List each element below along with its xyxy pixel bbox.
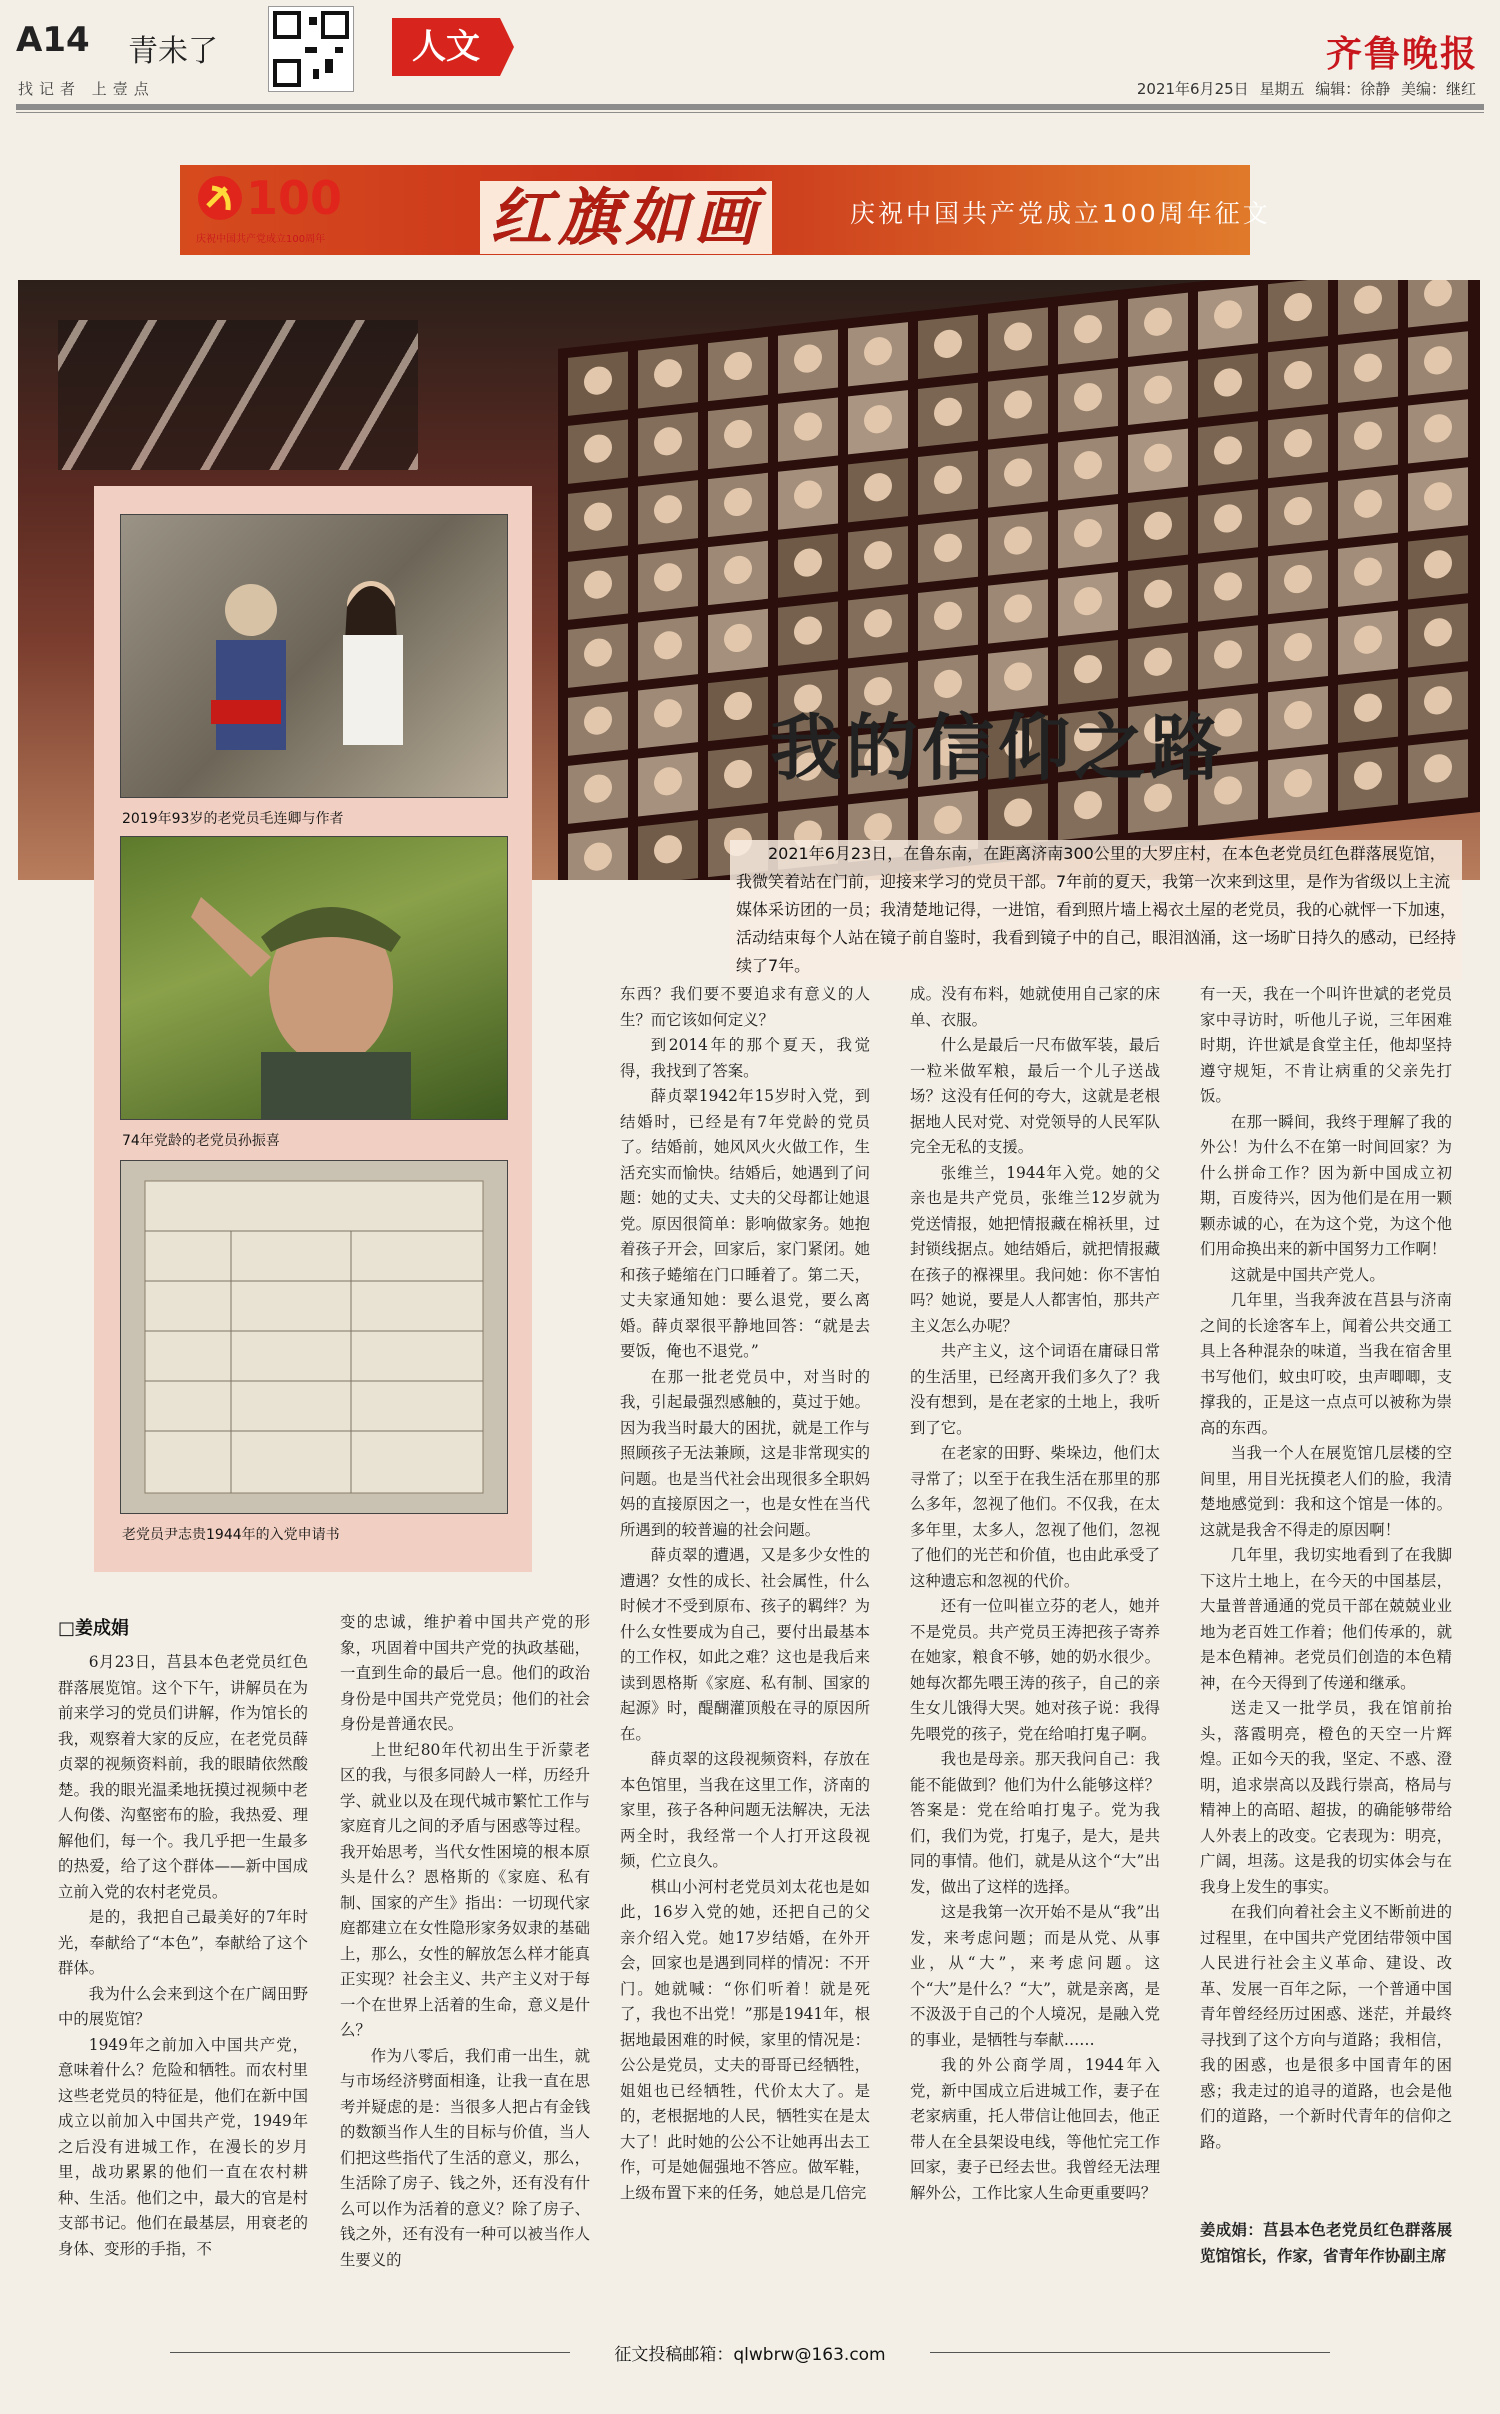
paragraph: 这是我第一次开始不是从“我”出发，来考虑问题；而是从党、从事业，从“大”，来考虑问题。这个“大”是什么？“大”，就是亲离，是不汲汲于自己的个人境况，是融入党的事业，是牺牲与奉献…… — [910, 1903, 1160, 2049]
article-intro: 2021年6月23日，在鲁东南，在距离济南300公里的大罗庄村，在本色老党员红色群落展览馆，我微笑着站在门前，迎接来学习的党员干部。7年前的夏天，我第一次来到这里，是作为省级以上主流媒体采访团的一员；我清楚地记得，一进馆，看到照片墙上褐衣土屋的老党员，我的心就怦一下加速，活动结束每个人站在镜子前自鉴时，我看到镜子中的自己，眼泪汹涌，这一场旷日持久的感动，已经持续了7年。 — [730, 840, 1462, 980]
paragraph: 什么是最后一尺布做军装，最后一粒米做军粮，最后一个儿子送战场？这没有任何的夸大，这就是老根据地人民对党、对党领导的人民军队完全无私的支援。 — [910, 1036, 1160, 1156]
column-name: 青未了 — [128, 34, 218, 69]
text-column-5 — [1200, 982, 1452, 2155]
header-rule-thin — [16, 112, 1484, 113]
paragraph: 我的外公商学周，1944年入党，新中国成立后进城工作，妻子在老家病重，托人带信让他回去，他正带人在全县架设电线，等他忙完工作回家，妻子已经去世。我曾经无法理解外公，工作比家人生命更重要吗？ — [910, 2056, 1160, 2202]
paragraph: 在我们向着社会主义不断前进的过程里，在中国共产党团结带领中国人民进行社会主义革命、建设、改革、发展一百年之际，一个普通中国青年曾经经历过困惑、迷茫，并最终寻找到了这个方向与道路；我相信，我的困惑，也是很多中国青年的困惑；我走过的追寻的道路，也会是他们的道路，一个新时代青年的信仰之路。 — [1200, 1903, 1452, 2151]
paragraph: 棋山小河村老党员刘太花也是如此，16岁入党的她，还把自己的父亲介绍入党。她17岁结婚，在外开会，回家也是遇到同样的情况：不开门。她就喊：“你们听着！就是死了，我也不出党！”那是1941年，根据地最困难的时候，家里的情况是：公公是党员，丈夫的哥哥已经牺牲，姐姐也已经牺牲，代价太大了。是的，老根据地的人民，牺牲实在是太大了！此时她的公公不让她再出去工作，可是她倔强地不答应。做军鞋，上级布置下来的任务，她总是几倍完 — [620, 1877, 870, 2202]
paragraph: 到2014年的那个夏天，我觉得，我找到了答案。 — [620, 1036, 870, 1080]
paragraph: 薛贞翠的这段视频资料，存放在本色馆里，当我在这里工作，济南的家里，孩子各种问题无法解决，无法两全时，我经常一个人打开这段视频，伫立良久。 — [620, 1750, 870, 1870]
paragraph: 成。没有布料，她就使用自己家的床单、衣服。 — [910, 985, 1160, 1029]
photo-illustration — [121, 837, 507, 1119]
photo-author-with-elder — [120, 514, 508, 798]
photo-illustration — [121, 1161, 507, 1513]
paragraph: 我也是母亲。那天我问自己：我能不能做到？他们为什么能够这样？答案是：党在给咱打鬼子。党为我们，我们为党，打鬼子，是大，是共同的事情。他们，就是从这个“大”出发，做出了这样的选择。 — [910, 1750, 1160, 1896]
paragraph: 张维兰，1944年入党。她的父亲也是共产党员，张维兰12岁就为党送情报，她把情报藏在棉袄里，过封锁线据点。她结婚后，就把情报藏在孩子的褓裸里。我问她：你不害怕吗？她说，要是人人都害怕，那共产主义怎么办呢？ — [910, 1163, 1160, 1335]
paragraph: 当我一个人在展览馆几层楼的空间里，用目光抚摸老人们的脸，我清楚地感觉到：我和这个馆是一体的。这就是我舍不得走的原因啊！ — [1200, 1444, 1452, 1539]
paragraph: 薛贞翠1942年15岁时入党，到结婚时，已经是有7年党龄的党员了。结婚前，她风风火火做工作，生活充实而愉快。结婚后，她遇到了问题：她的丈夫、丈夫的父母都让她退党。原因很简单：影响做家务。她抱着孩子开会，回家后，家门紧闭。她和孩子蜷缩在门口睡着了。第二天，丈夫家通知她：要么退党，要么离婚。薛贞翠很平静地回答：“就是去要饭，俺也不退党。” — [620, 1087, 870, 1360]
paragraph: 共产主义，这个词语在庸碌日常的生活里，已经离开我们多久了？我没有想到，是在老家的土地上，我听到了它。 — [910, 1342, 1160, 1437]
paragraph: 东西？我们要不要追求有意义的人生？而它该如何定义？ — [620, 985, 870, 1029]
page-number: A14 — [16, 20, 90, 60]
paragraph: 上世纪80年代初出生于沂蒙老区的我，与很多同龄人一样，历经升学、就业以及在现代城市繁忙工作与家庭育儿之间的矛盾与困惑等过程。我开始思考，当代女性困境的根本原头是什么？恩格斯的《家庭、私有制、国家的产生》指出：一切现代家庭都建立在女性隐形家务奴隶的基础上，那么，女性的解放怎么样才能真正实现？社会主义、共产主义对于每一个在世界上活着的生命，意义是什么？ — [340, 1740, 590, 2039]
qr-code-icon[interactable] — [268, 6, 354, 92]
text-column-1 — [58, 1650, 308, 2262]
paragraph: 在老家的田野、柴垛边，他们太寻常了；以至于在我生活在那里的那么多年，忽视了他们。不仅我，在太多年里，太多人，忽视了他们，忽视了他们的光芒和价值，也由此承受了这种遗忘和忽视的代价。 — [910, 1444, 1160, 1590]
paragraph: 在那一瞬间，我终于理解了我的外公！为什么不在第一时间回家？为什么拼命工作？因为新中国成立初期，百废待兴，因为他们是在用一颗颗赤诚的心，在为这个党，为这个他们用命换出来的新中国努力工作啊！ — [1200, 1112, 1452, 1258]
paragraph: 几年里，当我奔波在莒县与济南之间的长途客车上，闻着公共交通工具上各种混杂的味道，当我在宿舍里书写他们，蚊虫叮咬，虫声唧唧，支撑我的，正是这一点点可以被称为崇高的东西。 — [1200, 1291, 1452, 1437]
banner-subtitle: 庆祝中国共产党成立100周年征文 — [850, 199, 1271, 228]
submission-email[interactable]: 征文投稿邮箱：qlwbrw@163.com — [614, 2345, 886, 2365]
author-note: 姜成娟：莒县本色老党员红色群落展览馆馆长，作家，省青年作协副主席 — [1200, 2221, 1452, 2265]
photo-veteran-salute — [120, 836, 508, 1120]
text-column-3 — [620, 982, 870, 2206]
section-tag: 人文 — [392, 18, 500, 76]
byline: □姜成娟 — [58, 1618, 130, 1639]
paragraph: 作为八零后，我们甫一出生，就与市场经济劈面相逢，让我一直在思考并疑虑的是：当很多人把占有金钱的数额当作人生的目标与价值，当人们把这些指代了生活的意义，那么，生活除了房子、钱之外，还有没有什么可以作为活着的意义？除了房子、钱之外，还有没有一种可以被当作人生要义的 — [340, 2046, 590, 2269]
paragraph: 我为什么会来到这个在广阔田野中的展览馆？ — [58, 1984, 308, 2028]
photo-application-form — [120, 1160, 508, 1514]
photo-caption: 74年党龄的老党员孙振喜 — [122, 1133, 280, 1149]
text-column-4 — [910, 982, 1160, 2206]
paragraph: 是的，我把自己最美好的7年时光，奉献给了“本色”，奉献给了这个群体。 — [58, 1908, 308, 1977]
svg-text:庆祝中国共产党成立100周年: 庆祝中国共产党成立100周年 — [196, 234, 326, 245]
paragraph: 在那一批老党员中，对当时的我，引起最强烈感触的，莫过于她。因为我当时最大的困扰，就是工作与照顾孩子无法兼顾，这是非常现实的问题。也是当代社会出现很多全职妈妈的直接原因之一，也是女性在当代所遇到的较普遍的社会问题。 — [620, 1367, 870, 1539]
paragraph: 还有一位叫崔立芬的老人，她并不是党员。共产党员王涛把孩子寄养在她家，粮食不够，她的奶水很少。她每次都先喂王涛的孩子，自己的亲生女儿饿得大哭。她对孩子说：我得先喂党的孩子，党在给咱打鬼子啊。 — [910, 1597, 1160, 1743]
paragraph: 有一天，我在一个叫许世斌的老党员家中寻访时，听他儿子说，三年困难时期，许世斌是食堂主任，他却坚持遵守规矩，不肯让病重的父亲先打饭。 — [1200, 985, 1452, 1105]
paragraph: 6月23日，莒县本色老党员红色群落展览馆。这个下午，讲解员在为前来学习的党员们讲解，作为馆长的我，观察着大家的反应，在老党员薛贞翠的视频资料前，我的眼睛依然酸楚。我的眼光温柔地抚摸过视频中老人佝偻、沟壑密布的脸，我热爱、理解他们，每一个。我几乎把一生最多的热爱，给了这个群体——新中国成立前入党的农村老党员。 — [58, 1653, 308, 1901]
header-rule — [16, 104, 1484, 110]
column-slogan: 找记者 上壹点 — [18, 80, 155, 98]
photo-illustration — [121, 515, 507, 797]
paragraph: 这就是中国共产党人。 — [1230, 1265, 1385, 1284]
paragraph: 薛贞翠的遭遇，又是多少女性的遭遇？女性的成长、社会属性，什么时候才不受到原布、孩子的羁绊？为什么女性要成为自己，要付出最基本的工作权，如此之难？这也是我后来读到恩格斯《家庭、私有制、国家的起源》时，醍醐灌顶般在寻的原因所在。 — [620, 1546, 870, 1743]
paragraph: 送走又一批学员，我在馆前抬头，落霞明亮，橙色的天空一片辉煌。正如今天的我，坚定、不惑、澄明，追求崇高以及践行崇高，格局与精神上的高昭、超拔，的确能够带给人外表上的改变。它表现为：明亮，广阔，坦荡。这是我的切实体会与在我身上发生的事实。 — [1200, 1699, 1452, 1896]
photo-caption: 2019年93岁的老党员毛连卿与作者 — [122, 811, 344, 827]
party-100-badge-icon — [190, 158, 350, 254]
banner-title: 红旗如画 — [480, 168, 772, 257]
photo-caption: 老党员尹志贵1944年的入党申请书 — [122, 1527, 340, 1543]
paragraph: 1949年之前加入中国共产党，意味着什么？危险和牺牲。而农村里这些老党员的特征是，他们在新中国成立以前加入中国共产党，1949年之后没有进城工作，在漫长的岁月里，战功累累的他们一直在农村耕种、生活。他们之中，最大的官是村支部书记。他们在最基层，用衰老的身体、变形的手指，不 — [58, 2035, 308, 2258]
svg-text:100: 100 — [246, 171, 343, 225]
newspaper-masthead: 齐鲁晚报 — [1325, 33, 1478, 75]
issue-meta: 2021年6月25日 星期五 编辑：徐静 美编：继红 — [1136, 80, 1476, 98]
ceiling-lights — [58, 320, 418, 470]
text-column-2 — [340, 1610, 590, 2273]
paragraph: 变的忠诚，维护着中国共产党的形象，巩固着中国共产党的执政基础，一直到生命的最后一息。他们的政治身份是中国共产党党员；他们的社会身份是普通农民。 — [340, 1613, 590, 1733]
article-title: 我的信仰之路 — [770, 706, 1227, 790]
paragraph: 几年里，我切实地看到了在我脚下这片土地上，在今天的中国基层，大量普普通通的党员干部在兢兢业业地为老百姓工作着；他们传承的，就是本色精神。老党员们创造的本色精神，在今天得到了传递和继承。 — [1200, 1546, 1452, 1692]
photo-panel — [94, 486, 532, 1572]
